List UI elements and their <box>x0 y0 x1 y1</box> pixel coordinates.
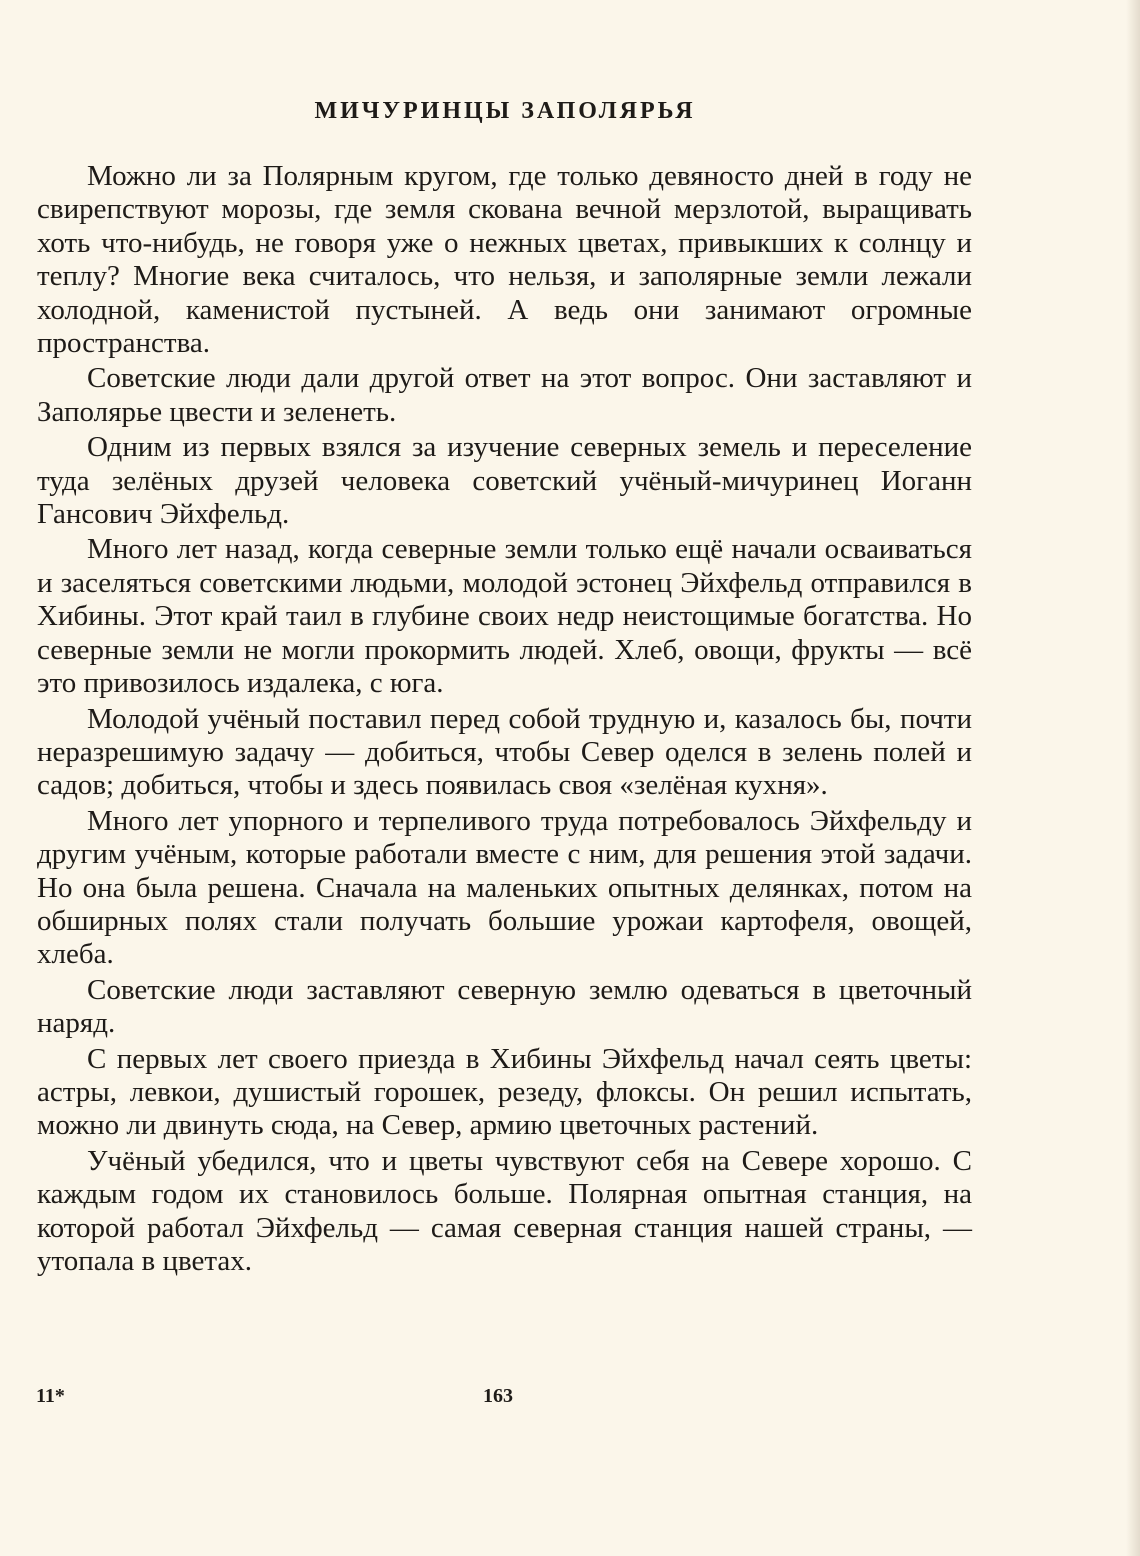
chapter-title: МИЧУРИНЦЫ ЗАПОЛЯРЬЯ <box>314 98 696 124</box>
paragraph: Много лет упорного и терпеливого труда потребовалось Эйхфельду и другим учёным, которые работали вместе с ним, для решения этой задачи. Но она была решена. Сначала на маленьких опытных делянках, потом на обширных полях стали получать большие урожаи картофеля, овощей, хлеба. <box>37 804 972 971</box>
page-edge-shadow <box>1126 0 1140 1556</box>
paragraph: Много лет назад, когда северные земли только ещё начали осваиваться и заселяться советскими людьми, молодой эстонец Эйхфельд отправился в Хибины. Этот край таил в глубине своих недр неистощимые богатства. Но северные земли не могли прокормить людей. Хлеб, овощи, фрукты — всё это привозилось издалека, с юга. <box>37 533 972 700</box>
paragraph: С первых лет своего приезда в Хибины Эйхфельд начал сеять цветы: астры, левкои, душистый горошек, резеду, флоксы. Он решил испытать, можно ли двинуть сюда, на Север, армию цветочных растений. <box>37 1042 972 1142</box>
paragraph: Молодой учёный поставил перед собой трудную и, казалось бы, почти неразрешимую задачу — добиться, чтобы Север оделся в зелень полей и садов; добиться, чтобы и здесь появилась своя «зелёная кухня». <box>37 702 972 802</box>
body-text <box>37 160 972 1280</box>
printer-signature-mark: 11* <box>36 1385 65 1407</box>
paragraph: Одним из первых взялся за изучение северных земель и переселение туда зелёных друзей человека советский учёный-мичуринец Иоганн Гансович Эйхфельд. <box>37 431 972 531</box>
paragraph: Советские люди дали другой ответ на этот вопрос. Они заставляют и Заполярье цвести и зеленеть. <box>37 362 972 428</box>
paragraph: Учёный убедился, что и цветы чувствуют себя на Севере хорошо. С каждым годом их становилось больше. Полярная опытная станция, на которой работал Эйхфельд — самая северная станция нашей страны, — утопала в цветах. <box>37 1144 972 1277</box>
paragraph: Советские люди заставляют северную землю одеваться в цветочный наряд. <box>37 973 972 1040</box>
page-number: 163 <box>483 1385 513 1407</box>
paragraph: Можно ли за Полярным кругом, где только девяносто дней в году не свирепствуют морозы, где земля скована вечной мерзлотой, выращивать хоть что-нибудь, не говоря уже о нежных цветах, привыкших к солнцу и теплу? Многие века считалось, что нельзя, и заполярные земли лежали холодной, каменистой пустыней. А ведь они занимают огромные пространства. <box>37 160 972 360</box>
